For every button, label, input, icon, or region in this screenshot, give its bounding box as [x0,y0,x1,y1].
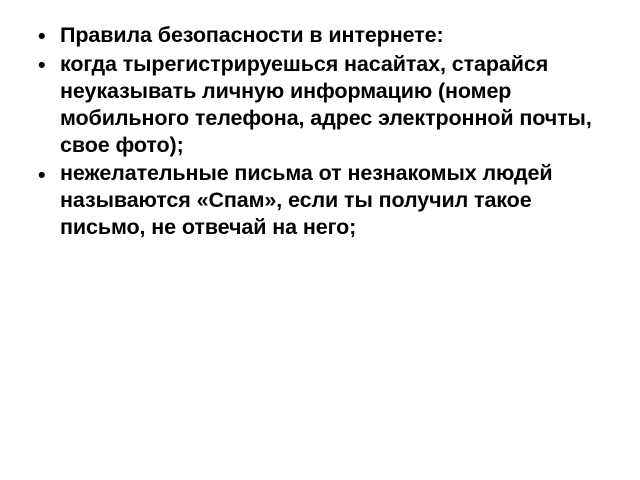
list-item-text: когда тырегистрируешься насайтах, старайся неуказывать личную информацию (номер мобильного телефона, адрес электронной почты, свое фото); [60,51,592,157]
list-item [34,51,610,159]
bullet-list [34,22,610,241]
bullet-marker-icon: • [38,24,46,49]
list-item-text: нежелательные письма от незнакомых людей называются «Спам», если ты получил такое письмо, не отвечай на него; [60,161,553,240]
list-item [34,22,610,49]
list-item-text: Правила безопасности в интернете: [60,23,444,47]
bullet-marker-icon: • [38,53,46,78]
list-item [34,160,610,241]
bullet-marker-icon: • [38,162,46,187]
